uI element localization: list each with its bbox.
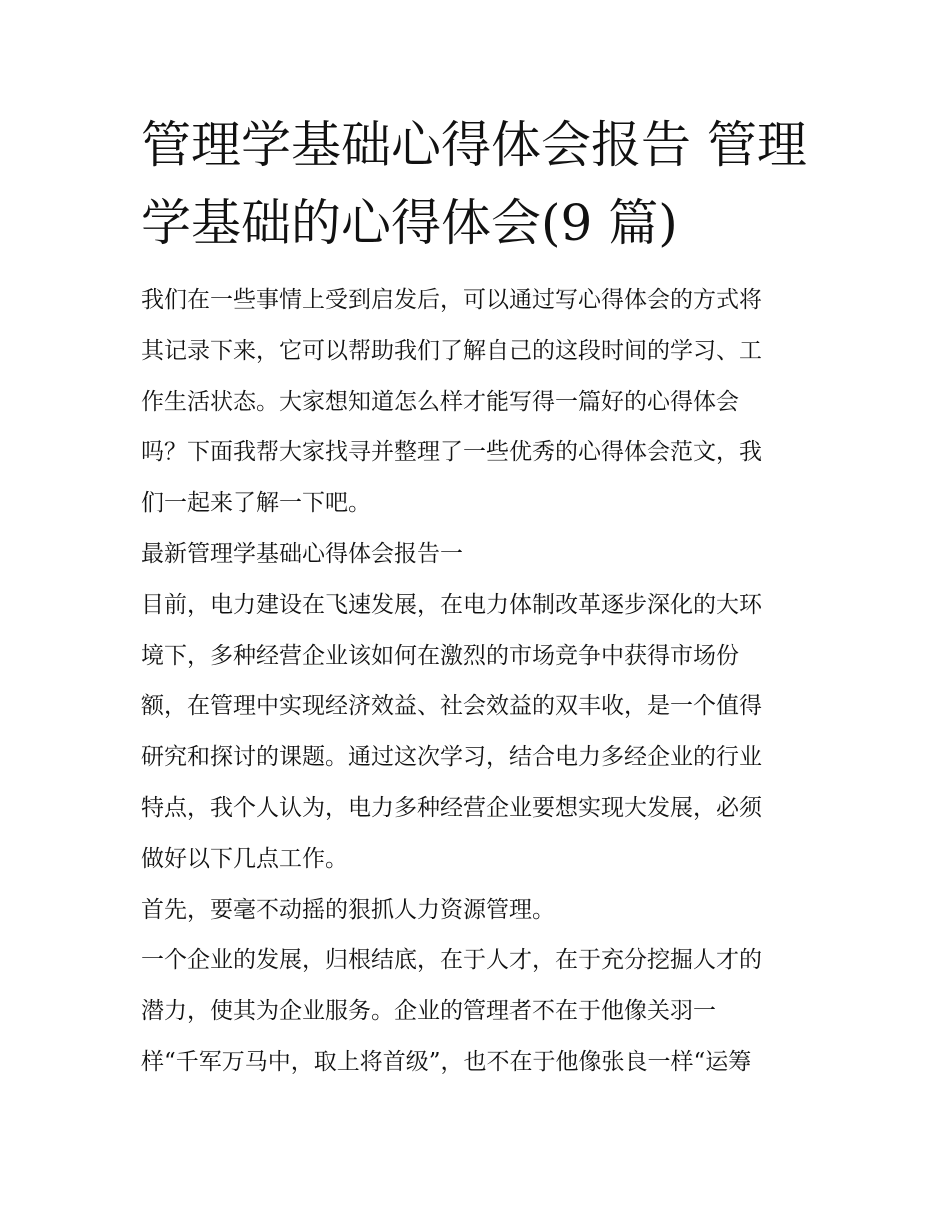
document-title-line-1: 管理学基础心得体会报告 管理 [141, 116, 807, 174]
document-title-line-2: 学基础的心得体会(9 篇) [141, 194, 678, 252]
intro-line-4: 吗？下面我帮大家找寻并整理了一些优秀的心得体会范文，我 [141, 439, 762, 465]
paragraph-2-line-3: 样“千军万马中，取上将首级”，也不在于他像张良一样“运筹 [141, 1049, 752, 1075]
intro-line-3: 作生活状态。大家想知道怎么样才能写得一篇好的心得体会 [141, 389, 739, 415]
intro-line-2: 其记录下来，它可以帮助我们了解自己的这段时间的学习、工 [141, 338, 762, 364]
paragraph-1-line-3: 额，在管理中实现经济效益、社会效益的双丰收，是一个值得 [141, 693, 762, 719]
paragraph-1-line-1: 目前，电力建设在飞速发展，在电力体制改革逐步深化的大环 [141, 592, 762, 618]
paragraph-2-line-2: 潜力，使其为企业服务。企业的管理者不在于他像关羽一 [141, 998, 716, 1024]
paragraph-2-line-1: 一个企业的发展，归根结底，在于人才，在于充分挖掘人才的 [141, 947, 762, 973]
intro-line-5: 们一起来了解一下吧。 [141, 490, 371, 516]
paragraph-1-line-2: 境下，多种经营企业该如何在激烈的市场竞争中获得市场份 [141, 643, 739, 669]
section-heading: 最新管理学基础心得体会报告一 [141, 541, 463, 567]
intro-line-1: 我们在一些事情上受到启发后，可以通过写心得体会的方式将 [141, 287, 762, 313]
paragraph-1-line-4: 研究和探讨的课题。通过这次学习，结合电力多经企业的行业 [141, 744, 762, 770]
paragraph-1-line-5: 特点，我个人认为，电力多种经营企业要想实现大发展，必须 [141, 795, 762, 821]
paragraph-1-line-6: 做好以下几点工作。 [141, 846, 348, 872]
point-heading: 首先，要毫不动摇的狠抓人力资源管理。 [141, 897, 555, 923]
